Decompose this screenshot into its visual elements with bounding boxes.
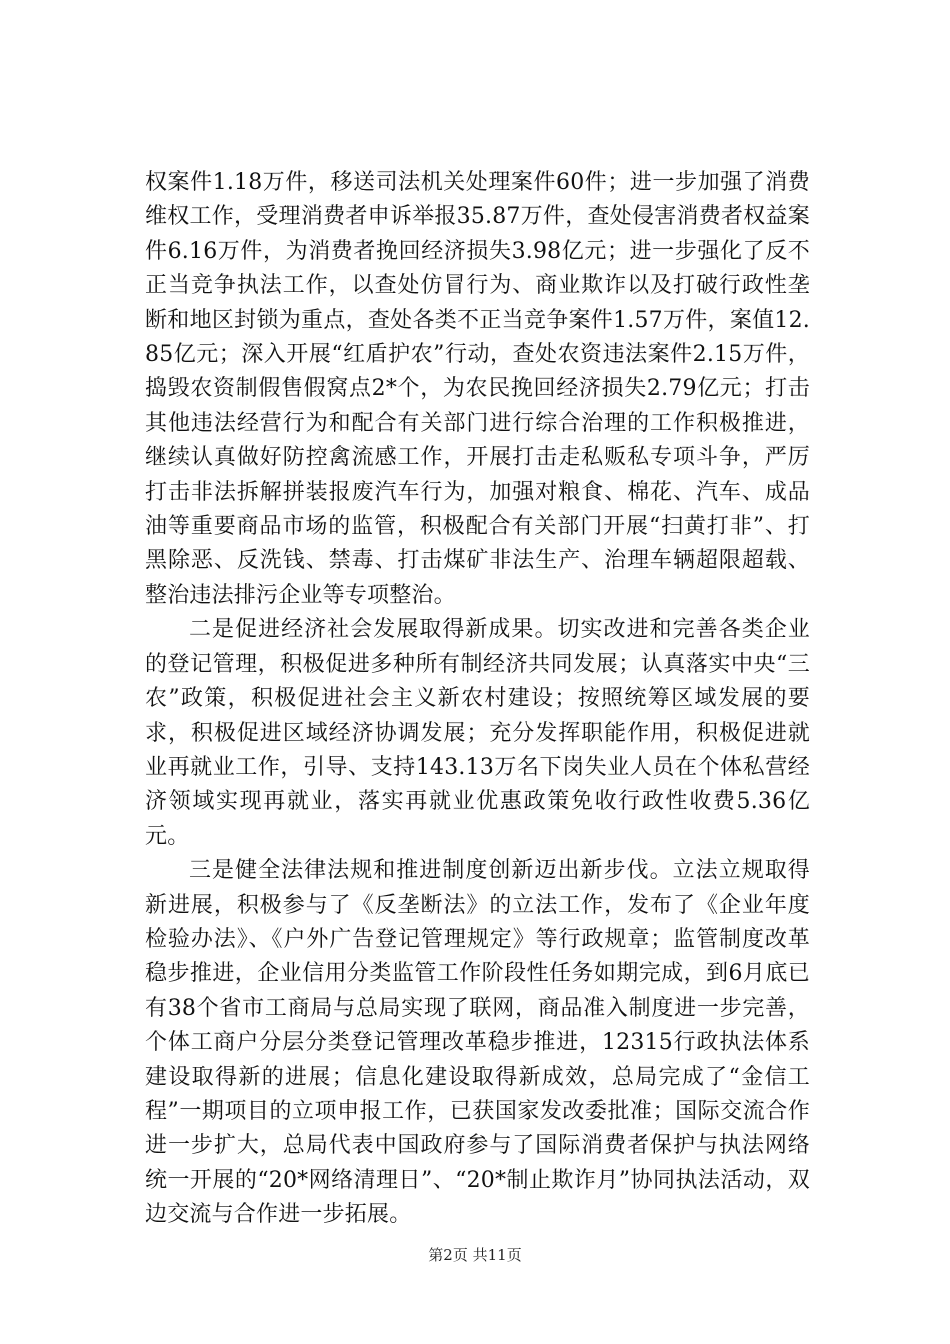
paragraph-2: 二是促进经济社会发展取得新成果。切实改进和完善各类企业的登记管理，积极促进多种所有制经济共同发展；认真落实中央“三农”政策，积极促进社会主义新农村建设；按照统筹区域发展的要求，积极促进区域经济协调发展；充分发挥职能作用，积极促进就业再就业工作，引导、支持143.13万名下岗失业人员在个体私营经济领域实现再就业，落实再就业优惠政策免收行政性收费5.36亿元。 bbox=[145, 617, 810, 849]
paragraph-1: 权案件1.18万件，移送司法机关处理案件60件；进一步加强了消费维权工作，受理消费者申诉举报35.87万件，查处侵害消费者权益案件6.16万件，为消费者挽回经济损失3.98亿元；进一步强化了反不正当竞争执法工作，以查处仿冒行为、商业欺诈以及打破行政性垄断和地区封锁为重点，查处各类不正当竞争案件1.57万件，案值12.85亿元；深入开展“红盾护农”行动，查处农资违法案件2.15万件，捣毁农资制假售假窝点2*个，为农民挽回经济损失2.79亿元；打击其他违法经营行为和配合有关部门进行综合治理的工作积极推进，继续认真做好防控禽流感工作，开展打击走私贩私专项斗争，严厉打击非法拆解拼装报废汽车行为，加强对粮食、棉花、汽车、成品油等重要商品市场的监管，积极配合有关部门开展“扫黄打非”、打黑除恶、反洗钱、禁毒、打击煤矿非法生产、治理车辆超限超载、整治违法排污企业等专项整治。 bbox=[145, 170, 810, 608]
paragraph-3: 三是健全法律法规和推进制度创新迈出新步伐。立法立规取得新进展，积极参与了《反垄断法》的立法工作，发布了《企业年度检验办法》、《户外广告登记管理规定》等行政规章；监管制度改革稳步推进，企业信用分类监管工作阶段性任务如期完成，到6月底已有38个省市工商局与总局实现了联网，商品准入制度进一步完善，个体工商户分层分类登记管理改革稳步推进，12315行政执法体系建设取得新的进展；信息化建设取得新成效，总局完成了“金信工程”一期项目的立项申报工作，已获国家发改委批准；国际交流合作进一步扩大，总局代表中国政府参与了国际消费者保护与执法网络统一开展的“20*网络清理日”、“20*制止欺诈月”协同执法活动，双边交流与合作进一步拓展。 bbox=[145, 858, 810, 1228]
page-number-footer: 第2页 共11页 bbox=[428, 1246, 522, 1264]
document-body bbox=[145, 166, 810, 1233]
